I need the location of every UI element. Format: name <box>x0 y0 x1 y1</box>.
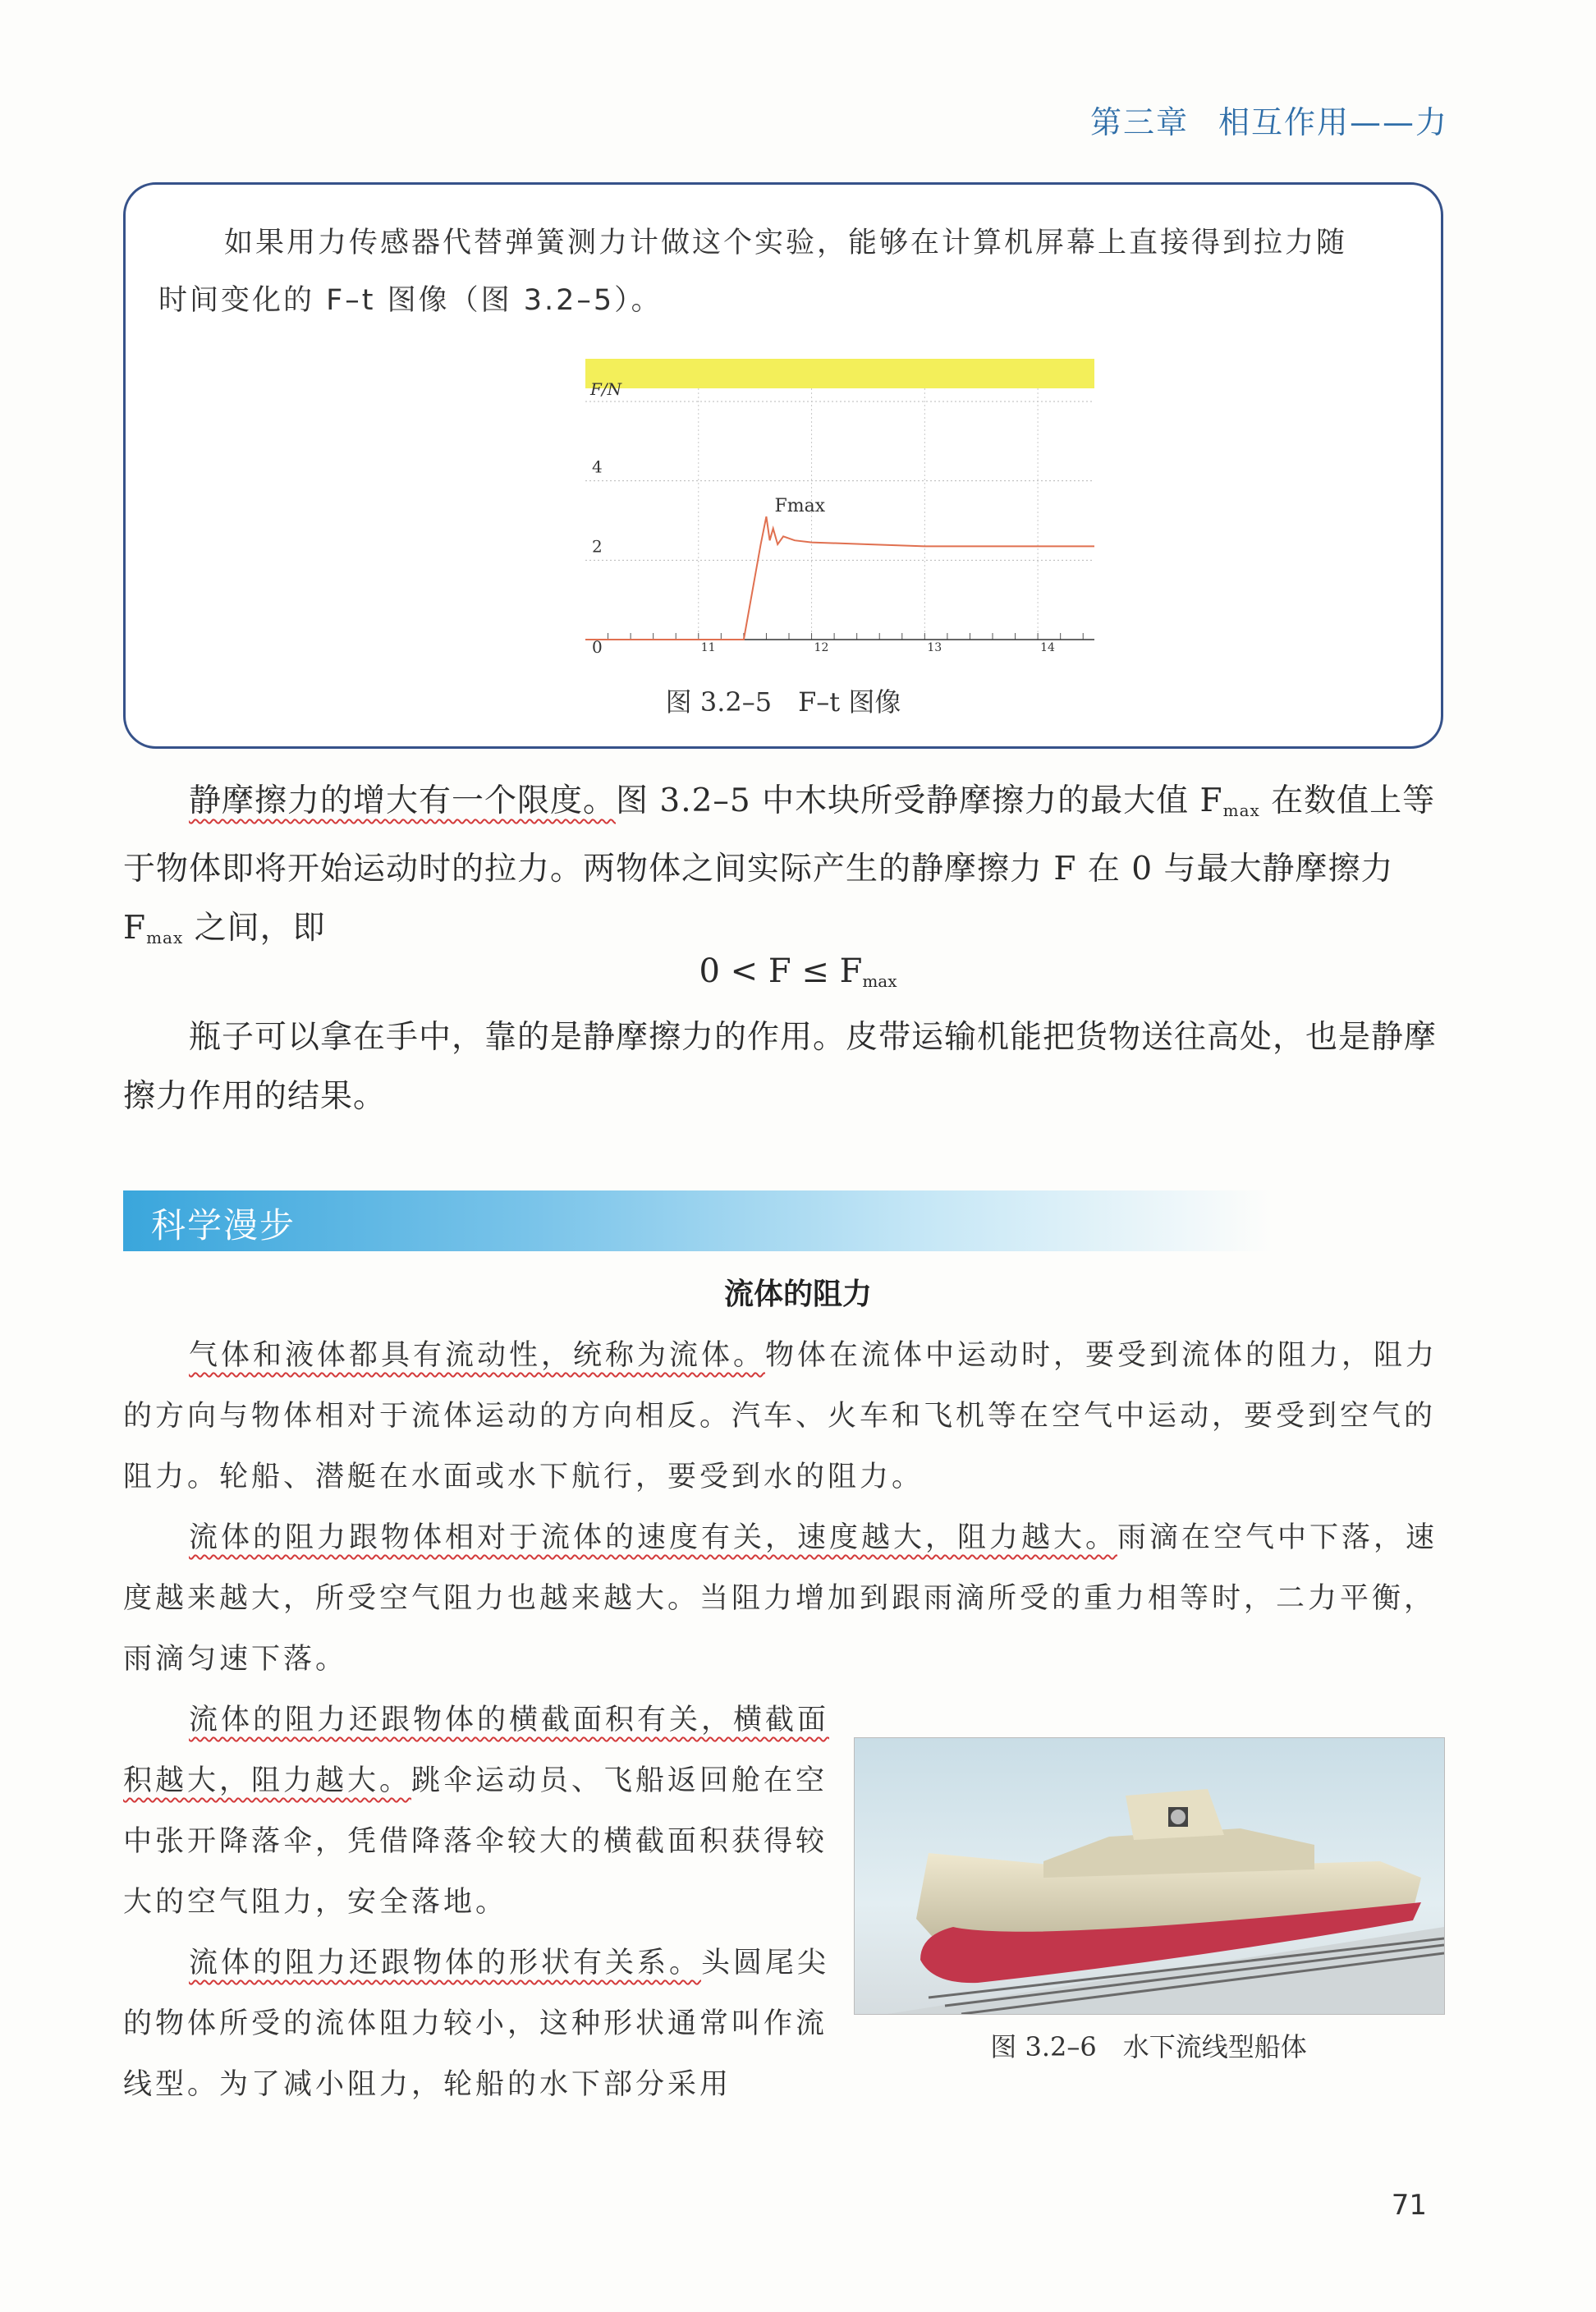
y-tick-label: 2 <box>592 536 603 557</box>
chart-header-strip <box>585 359 1094 388</box>
x-tick-label: 13 <box>927 641 942 654</box>
figure-caption-3-2-6: 图 3.2–6 水下流线型船体 <box>990 2031 1307 2062</box>
page-number: 71 <box>1391 2189 1427 2222</box>
force-series-line <box>585 516 1094 640</box>
y-tick-label: 0 <box>592 637 603 657</box>
x-tick-label: 12 <box>814 641 829 654</box>
ship-illustration <box>855 1738 1444 2014</box>
experiment-note-box <box>123 182 1443 749</box>
fluid-paragraph-1: 气体和液体都具有流动性，统称为流体。物体在流体中运动时，要受到流体的阻力，阻力的方向与物体相对于流体运动的方向相反。汽车、火车和飞机等在空气中运动，要受到空气的阻力。轮船、潜艇在水面或水下航行，要受到水的阻力。 <box>123 1339 1438 1493</box>
ft-chart <box>569 336 1094 720</box>
chapter-number: 第三章 <box>1089 104 1189 140</box>
paragraph-examples: 瓶子可以拿在手中，靠的是静摩擦力的作用。皮带运输机能把货物送往高处，也是静摩擦力作用的结果。 <box>123 1019 1438 1115</box>
inequality-formula: $0 < F \le F_{max}$ <box>699 952 897 991</box>
y-axis-label: F/N <box>590 379 622 399</box>
box-line-2: 时间变化的 F–t 图像（图 3.2–5）。 <box>158 284 663 317</box>
box-line-1: 如果用力传感器代替弹簧测力计做这个实验，能够在计算机屏幕上直接得到拉力随 <box>224 227 1348 259</box>
chapter-header <box>1090 97 1448 142</box>
figure-caption-3-2-5: 图 3.2–5 F–t 图像 <box>665 686 901 718</box>
y-tick-label: 4 <box>592 456 603 477</box>
ship-hull-photo <box>854 1737 1445 2015</box>
fluid-paragraph-4: 流体的阻力还跟物体的形状有关系。头圆尾尖的物体所受的流体阻力较小，这种形状通常叫作流线型。为了减小阻力，轮船的水下部分采用 <box>123 1947 830 2101</box>
chapter-title: 相互作用——力 <box>1218 104 1448 140</box>
key-sentence: 静摩擦力的增大有一个限度。 <box>189 782 617 819</box>
fluid-paragraph-3: 流体的阻力还跟物体的横截面积有关，横截面积越大，阻力越大。跳伞运动员、飞船返回舱在空中张开降落伞，凭借降落伞较大的横截面积获得较大的空气阻力，安全落地。 <box>123 1704 830 1919</box>
fluid-paragraph-2: 流体的阻力跟物体相对于流体的速度有关，速度越大，阻力越大。雨滴在空气中下落，速度越来越大，所受空气阻力也越来越大。当阻力增加到跟雨滴所受的重力相等时，二力平衡，雨滴匀速下落。 <box>123 1521 1438 1676</box>
x-tick-label: 11 <box>700 641 716 654</box>
section-banner <box>123 1190 1273 1251</box>
banner-label: 科学漫步 <box>151 1205 296 1245</box>
section-title: 流体的阻力 <box>723 1278 872 1311</box>
box-paragraph <box>158 214 1415 329</box>
x-tick-label: 14 <box>1040 641 1055 654</box>
fmax-annotation: Fmax <box>774 496 826 517</box>
paragraph-static-friction: 静摩擦力的增大有一个限度。图 3.2–5 中木块所受静摩擦力的最大值 $F_{max}$ 在数值上等于物体即将开始运动时的拉力。两物体之间实际产生的静摩擦力 F 在 0 与最大静摩擦力 $F_{max}$ 之间，即 <box>123 782 1436 947</box>
